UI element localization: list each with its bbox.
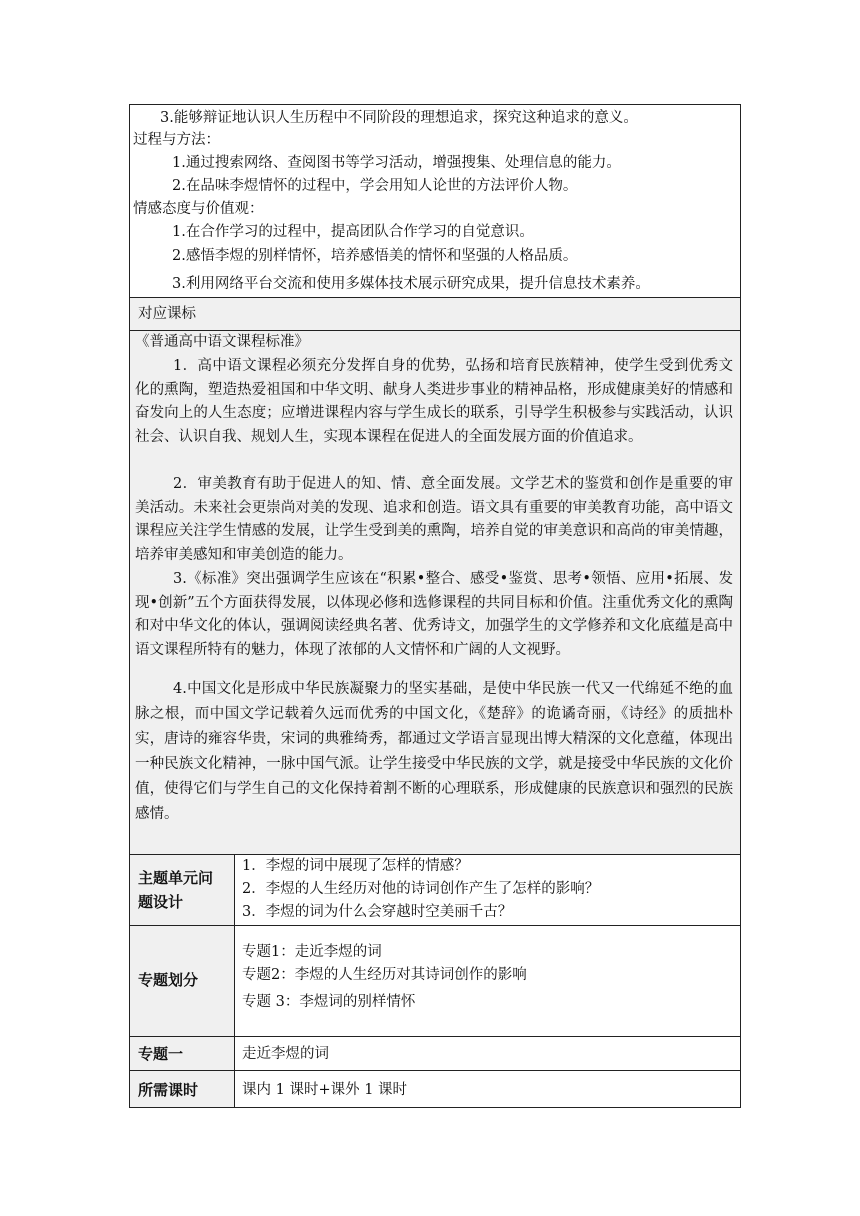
process-item-1: 1.通过搜索网络、查阅图书等学习活动，增强搜集、处理信息的能力。 [172, 155, 621, 171]
theme-question-3: 3．李煜的词为什么会穿越时空美丽千古？ [242, 904, 513, 920]
topic-item-1: 专题1：走近李煜的词 [242, 944, 382, 960]
standards-paragraph-3: 3.《标准》突出强调学生应该在“积累•整合、感受•鉴赏、思考•领悟、应用•拓展、发现•创新”五个方面获得发展，以体现必修和选修课程的共同目标和价值。注重优秀文化的熏陶和对中华文化的体认，强调阅读经典名著、优秀诗文，加强学生的文学修养和文化底蕴是高中语文课程所特有的魅力，体现了浓郁的人文情怀和广阔的人文视野。 [135, 571, 733, 658]
theme-unit-label-line1: 主题单元问 [138, 869, 214, 887]
process-heading: 过程与方法： [133, 132, 220, 148]
goal-knowledge-3: 3.能够辩证地认识人生历程中不同阶段的理想追求，探究这种追求的意义。 [160, 110, 638, 126]
emotion-item-3: 3.利用网络平台交流和使用多媒体技术展示研究成果，提升信息技术素养。 [172, 276, 650, 292]
process-item-2: 2.在品味李煜情怀的过程中，学会用知人论世的方法评价人物。 [172, 178, 578, 194]
topic-one-value: 走近李煜的词 [242, 1046, 329, 1062]
emotion-item-2: 2.感悟李煜的别样情怀，培养感悟美的情怀和坚强的人格品质。 [172, 248, 578, 264]
topic-item-3: 专题 3：李煜词的别样情怀 [242, 994, 416, 1010]
emotion-item-1: 1.在合作学习的过程中，提高团队合作学习的自觉意识。 [172, 224, 534, 240]
standards-header-bg [130, 298, 740, 330]
hours-label: 所需课时 [138, 1081, 199, 1099]
column-divider [234, 854, 235, 1107]
theme-question-2: 2．李煜的人生经历对他的诗词创作产生了怎样的影响？ [242, 881, 600, 897]
topic-item-2: 专题2：李煜的人生经历对其诗词创作的影响 [242, 967, 527, 983]
hours-value: 课内 1 课时+课外 1 课时 [242, 1082, 408, 1098]
standards-title: 《普通高中语文课程标准》 [135, 334, 309, 350]
theme-unit-label-line2: 题设计 [138, 893, 184, 911]
standards-paragraph-2: 2．审美教育有助于促进人的知、情、意全面发展。文学艺术的鉴赏和创作是重要的审美活动。未来社会更崇尚对美的发现、追求和创造。语文具有重要的审美教育功能，高中语文课程应关注学生情感的发展，让学生受到美的熏陶，培养自觉的审美意识和高尚的审美情趣，培养审美感知和审美创造的能力。 [135, 476, 733, 563]
standards-paragraph-4: 4.中国文化是形成中华民族凝聚力的坚实基础，是使中华民族一代又一代绵延不绝的血脉之根，而中国文学记载着久远而优秀的中国文化，《楚辞》的诡谲奇丽，《诗经》的质拙朴实，唐诗的雍容华贵，宋词的典雅绮秀，都通过文学语言显现出博大精深的文化意蕴，体现出一种民族文化精神，一脉中国气派。让学生接受中华民族的文学，就是接受中华民族的文化价值，使得它们与学生自己的文化保持着割不断的心理联系，形成健康的民族意识和强烈的民族感情。 [135, 681, 733, 822]
theme-question-1: 1．李煜的词中展现了怎样的情感？ [242, 858, 469, 874]
topic-one-label: 专题一 [138, 1045, 184, 1063]
emotion-heading: 情感态度与价值观： [133, 201, 264, 217]
standards-paragraph-1: 1．高中语文课程必须充分发挥自身的优势，弘扬和培育民族精神，使学生受到优秀文化的熏陶，塑造热爱祖国和中华文明、献身人类进步事业的精神品格，形成健康美好的情感和奋发向上的人生态度；应增进课程内容与学生成长的联系，引导学生积极参与实践活动，认识社会、认识自我、规划人生，实现本课程在促进人的全面发展方面的价值追求。 [135, 358, 733, 445]
lesson-plan-table [129, 104, 741, 1108]
standards-header: 对应课标 [138, 306, 196, 322]
theme-label-bg [130, 855, 234, 925]
topics-label: 专题划分 [138, 971, 199, 989]
